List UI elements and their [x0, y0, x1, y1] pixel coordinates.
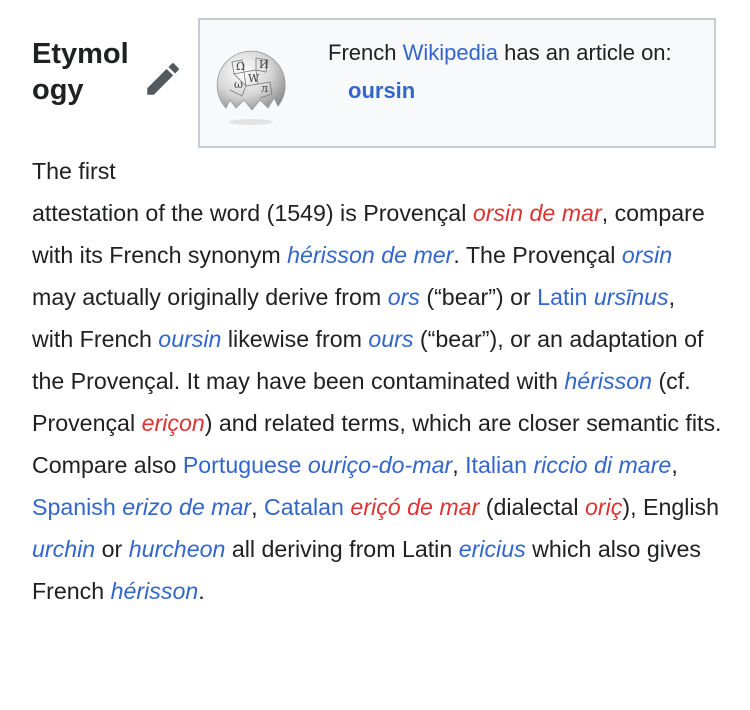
text-segment: , compare with its French synonym — [32, 200, 705, 268]
pencil-icon[interactable] — [142, 58, 184, 100]
link-herisson-de-mer[interactable]: hérisson de mer — [287, 242, 454, 268]
link-italian[interactable]: Italian — [465, 452, 527, 478]
text-segment: ) and related terms, which are closer semantic fits. Compare also — [32, 410, 722, 478]
wikipedia-globe-icon — [212, 36, 290, 126]
link-latin[interactable]: Latin — [537, 284, 588, 310]
text-segment: , — [671, 452, 678, 478]
text-segment: , — [251, 494, 258, 520]
link-herisson[interactable]: hérisson — [564, 368, 652, 394]
etymology-text — [32, 150, 722, 612]
text-first-line: The first — [32, 158, 116, 184]
svg-text:л: л — [261, 82, 268, 95]
link-ericon[interactable]: eriçon — [141, 410, 205, 436]
link-ursinus[interactable]: ursīnus — [593, 284, 669, 310]
section-heading-etymology: Etymology — [32, 38, 129, 106]
link-ourico-do-mar[interactable]: ouriço-do-mar — [307, 452, 453, 478]
link-orsin-de-mar[interactable]: orsin de mar — [472, 200, 602, 226]
link-catalan[interactable]: Catalan — [264, 494, 344, 520]
link-oric[interactable]: oriç — [585, 494, 623, 520]
link-ors[interactable]: ors — [387, 284, 420, 310]
text-segment: which also gives French — [32, 536, 701, 604]
link-ours[interactable]: ours — [368, 326, 414, 352]
text-segment: (“bear”) or — [426, 284, 531, 310]
text-segment: . The Provençal — [453, 242, 616, 268]
link-urchin[interactable]: urchin — [32, 536, 96, 562]
link-oursin[interactable]: oursin — [158, 326, 222, 352]
etymology-paragraph — [32, 150, 722, 612]
link-erizo-de-mar[interactable]: erizo de mar — [122, 494, 252, 520]
link-herisson-2[interactable]: hérisson — [110, 578, 199, 604]
link-orsin[interactable]: orsin — [621, 242, 673, 268]
link-hurcheon[interactable]: hurcheon — [128, 536, 226, 562]
text-segment: (cf. Provençal — [32, 368, 691, 436]
wp-suffix: has an article on: — [504, 40, 672, 65]
text-segment: (“bear”), or an adaptation of the Provençal. It may have been contaminated with — [32, 326, 704, 394]
svg-text:W: W — [248, 72, 260, 85]
sister-project-box — [198, 18, 716, 148]
svg-text:И: И — [259, 58, 269, 71]
link-ericius[interactable]: ericius — [458, 536, 526, 562]
text-segment: , — [452, 452, 459, 478]
link-riccio-di-mare[interactable]: riccio di mare — [533, 452, 672, 478]
svg-text:Ω: Ω — [236, 60, 246, 73]
text-segment: all deriving from Latin — [231, 536, 453, 562]
text-segment: , with French — [32, 284, 676, 352]
text-segment: . — [198, 578, 205, 604]
text-segment: attestation of the word (1549) is Provençal — [32, 200, 467, 226]
text-segment: ), English — [622, 494, 720, 520]
text-segment: or — [101, 536, 123, 562]
link-erico-de-mar[interactable]: eriçó de mar — [350, 494, 480, 520]
wikipedia-link[interactable]: Wikipedia — [402, 40, 498, 65]
link-portuguese[interactable]: Portuguese — [182, 452, 302, 478]
text-segment: may actually originally derive from — [32, 284, 382, 310]
text-segment: (dialectal — [485, 494, 579, 520]
wp-prefix: French — [328, 40, 397, 65]
svg-text:ω: ω — [234, 78, 243, 91]
wikipedia-article-link[interactable]: oursin — [348, 78, 416, 103]
link-spanish[interactable]: Spanish — [32, 494, 116, 520]
text-segment: likewise from — [227, 326, 362, 352]
sister-project-text — [328, 34, 698, 110]
